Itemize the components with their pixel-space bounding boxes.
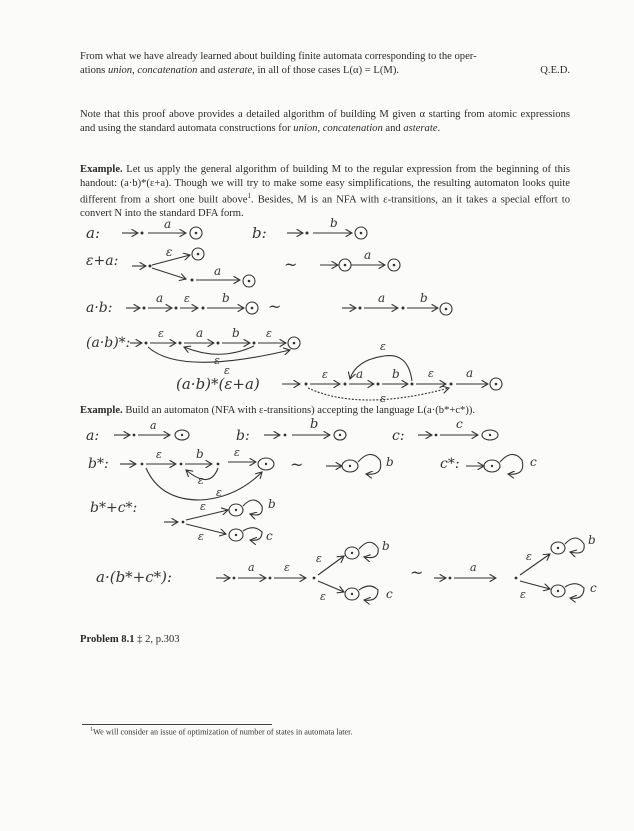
label-a: a: [86,224,100,242]
period: . [437,122,441,134]
sym: ε [198,530,204,543]
label-abc: a·(b*+c*): [96,568,173,586]
diagram-a [86,217,202,242]
sym: ε [322,368,328,381]
sym: b [588,533,596,547]
and-text: and [382,122,404,134]
equiv: ~ [410,563,424,582]
term-asterate: asterate [218,64,253,76]
sym: ε [526,550,532,563]
sym: b [268,497,276,511]
sym: a [164,217,172,231]
sym: a [150,419,157,432]
sym: ε [224,364,230,377]
label-ab: a·b: [86,300,113,316]
sym: ε [166,245,173,259]
sym: c [386,587,393,601]
intro-text: ations [80,64,108,76]
sym: ε [234,446,240,459]
label-b: b: [236,428,250,444]
problem-ref: ‡ 2, p.303 [134,634,180,645]
sym: b [382,539,390,553]
sym: a [378,291,386,305]
qed: Q.E.D. [540,64,570,76]
sym: ε [156,448,162,461]
label-eps-a: ε+a: [86,253,119,269]
label-c-star: c*: [440,456,460,472]
sym: a [156,291,164,305]
sym: a [466,366,474,380]
sym: ε [428,367,434,380]
sym: a [364,248,372,262]
diagram-2-c [392,417,498,444]
sym: a [470,561,477,574]
footnote-text: We will consider an issue of optimization of number of states in automata later. [93,727,353,737]
diagram-eps-plus-a [86,245,400,287]
term-asterate: asterate [403,122,438,134]
diagram-a-b-plus-c [96,533,597,603]
sym: b [310,417,319,432]
diagram-ab-star [86,326,300,377]
label-ab-star: (a·b)*: [86,335,131,351]
sym: c [456,417,463,431]
equiv: ~ [268,297,282,316]
note-text: Note that this proof above provides a detailed algorithm of building M given α starting from atomic expressions and using the standard automata constructions for [80,109,570,134]
sym: b [330,216,338,230]
comma: , [317,122,323,134]
label-b-star: b*: [88,456,109,472]
term-concatenation: concatenation [322,122,383,134]
sym: a [214,264,222,278]
sym: b [392,367,400,381]
sym: ε [158,327,164,340]
sym: c [266,529,273,543]
sym: ε [520,588,526,601]
diagram-2-b [236,417,346,444]
sym: ε [380,392,386,405]
label-a: a: [86,428,100,444]
label-bc: b*+c*: [90,500,138,516]
example-label: Example. [80,164,123,175]
problem-label: Problem 8.1 [80,634,135,645]
intro-conclusion: , in all of those cases L(α) = L(M). [252,64,400,76]
comma: , [132,64,138,76]
sym: ε [320,590,326,603]
footnote-mark: 1 [90,727,93,733]
example-text: Build an automaton (NFA with ε-transitions) accepting the language L(a·(b*+c*)). [122,405,476,416]
footnote-ref[interactable]: 1 [247,192,251,201]
sym: a [196,326,204,340]
diagram-c-star [440,454,537,474]
sym: ε [266,327,272,340]
term-concatenation: concatenation [137,64,198,76]
term-union: union [107,64,133,76]
diagram-a-dot-b [86,291,452,316]
sym: b [232,326,240,340]
sym: b [222,291,230,305]
example-text-2: . Besides, M is an NFA with ε-transitions, an it takes a special effort to convert N into the standard DFA form. [80,194,571,220]
sym: ε [380,340,386,353]
intro-line1: From what we have already learned about building finite automata corresponding to the oper- [80,51,477,62]
diagram-b-plus-c [90,497,276,543]
label-b: b: [252,224,267,242]
example-label: Example. [80,405,123,416]
sym: ε [184,292,190,305]
sym: c [530,455,537,469]
label-full: (a·b)*(ε+a) [176,375,260,393]
sym: ε [284,561,290,574]
equiv: ~ [290,455,304,474]
sym: c [590,581,597,595]
example-text: Let us apply the general algorithm of building M to the regular expression from the beginning of this handout: (a·b)*(ε+a). Though we will try to make some easy simplifications, the resulting automaton looks quite different from a short one built above [80,164,570,206]
label-c: c: [392,428,405,444]
diagram-b-star [88,446,394,500]
sym: a [356,367,364,381]
equiv: ~ [284,255,298,274]
sym: b [386,455,394,469]
sym: ε [200,500,206,513]
sym: ε [214,354,220,367]
sym: b [196,447,204,461]
and-text: and [197,64,219,76]
diagram-2-a [86,419,189,444]
term-union: union [293,122,318,134]
diagram-b [252,216,367,242]
sym: ε [216,486,222,499]
sym: ε [198,474,204,487]
sym: b [420,291,428,305]
sym: a [248,561,255,574]
sym: ε [316,552,322,565]
